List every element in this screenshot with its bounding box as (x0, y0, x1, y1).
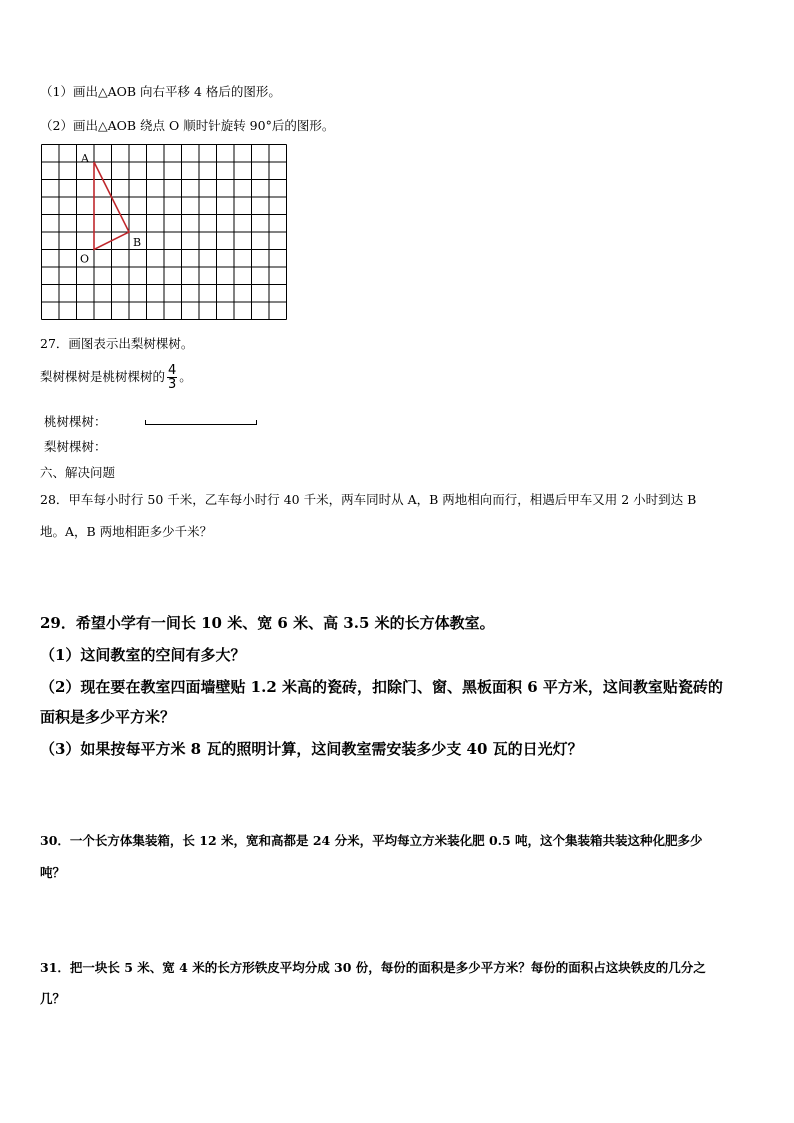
peach-label: 桃树棵树： (44, 414, 107, 429)
q28-line1: 28．甲车每小时行 50 千米，乙车每小时行 40 千米，两车同时从 A，B 两地相向而行，相遇后甲车又用 2 小时到达 B (40, 492, 697, 507)
q26-part2: （2）画出△AOB 绕点 O 顺时针旋转 90°后的图形。 (40, 118, 335, 133)
label-o: O (80, 252, 90, 266)
fraction-numerator: 4 (168, 363, 177, 378)
q30-line2: 吨？ (40, 865, 66, 880)
pear-label: 梨树棵树： (44, 439, 107, 454)
q27-statement-prefix: 梨树棵树是桃树棵树的 (40, 369, 166, 384)
label-b: B (133, 236, 142, 249)
q27-title: 27．画图表示出梨树棵树。 (40, 336, 194, 351)
fraction-denominator: 3 (168, 377, 177, 392)
coordinate-grid (41, 144, 287, 320)
q29-part1: （1）这间教室的空间有多大？ (40, 646, 246, 664)
q29-part2-line2: 面积是多少平方米？ (40, 708, 176, 726)
label-a: A (81, 152, 89, 165)
q28-line2: 地。A，B 两地相距多少千米？ (40, 524, 213, 539)
q29-title: 29．希望小学有一间长 10 米、宽 6 米、高 3.5 米的长方体教室。 (40, 614, 495, 632)
peach-segment (145, 420, 257, 425)
q27-statement (40, 364, 192, 391)
q26-part1: （1）画出△AOB 向右平移 4 格后的图形。 (40, 84, 281, 99)
q29-part2-line1: （2）现在要在教室四面墙壁贴 1.2 米高的瓷砖，扣除门、窗、黑板面积 6 平方米，这间教室贴瓷砖的 (40, 678, 723, 696)
q27-statement-suffix: 。 (179, 369, 192, 384)
q30-line1: 30．一个长方体集装箱，长 12 米，宽和高都是 24 分米，平均每立方米装化肥 0.5 吨，这个集装箱共装这种化肥多少 (40, 833, 703, 848)
q31-line2: 几？ (40, 991, 66, 1006)
fraction-four-thirds (167, 364, 177, 391)
q29-part3: （3）如果按每平方米 8 瓦的照明计算，这间教室需安装多少支 40 瓦的日光灯？ (40, 740, 583, 758)
q31-line1: 31．把一块长 5 米、宽 4 米的长方形铁皮平均分成 30 份，每份的面积是多少平方米？每份的面积占这块铁皮的几分之 (40, 960, 706, 975)
section-six-title: 六、解决问题 (40, 465, 116, 480)
